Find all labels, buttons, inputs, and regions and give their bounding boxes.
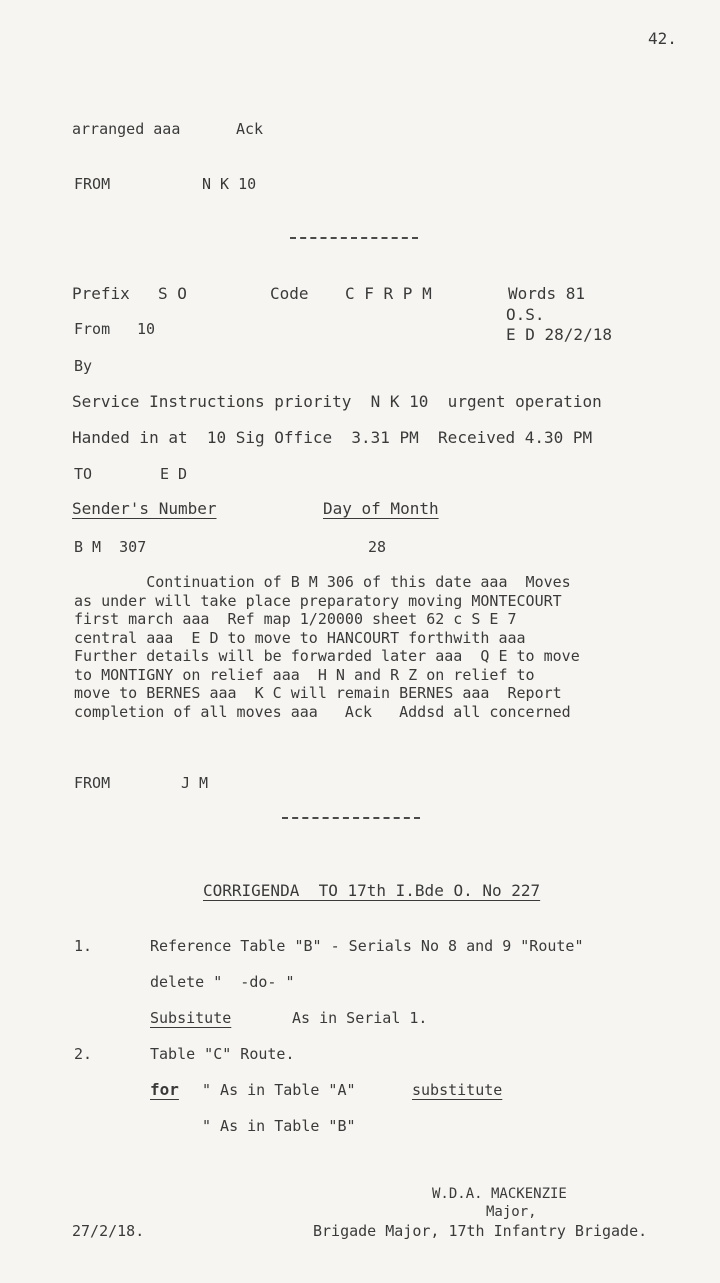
page-number: 42.	[648, 29, 677, 48]
from-label-2: From	[74, 320, 111, 338]
senders-number-value: B M 307	[74, 538, 147, 556]
item-2-line-1: Table "C" Route.	[150, 1045, 295, 1063]
from-value-3: J M	[181, 774, 209, 792]
prefix-label: Prefix	[72, 284, 130, 303]
from-label: FROM	[74, 175, 111, 193]
code-label: Code	[270, 284, 309, 303]
divider	[290, 237, 418, 239]
arranged-text: arranged aaa	[72, 120, 181, 138]
from-value: N K 10	[202, 175, 257, 193]
code-value: C F R P M	[345, 284, 432, 303]
divider	[282, 817, 420, 819]
to-label: TO	[74, 465, 93, 483]
prefix-value: S O	[158, 284, 187, 303]
body-line: Further details will be forwarded later aaa Q E to move	[74, 647, 580, 665]
ack-text: Ack	[236, 120, 264, 138]
signature-title: Brigade Major, 17th Infantry Brigade.	[313, 1222, 648, 1240]
signature-rank: Major,	[486, 1204, 537, 1220]
item-2-for-value: " As in Table "A"	[202, 1081, 356, 1099]
body-line: first march aaa Ref map 1/20000 sheet 62 c S E 7	[74, 610, 517, 628]
item-2-for-label: for	[150, 1080, 179, 1099]
words-count: Words 81	[508, 284, 586, 303]
item-1-substitute-value: As in Serial 1.	[292, 1009, 428, 1027]
item-2-substitute-label: substitute	[412, 1081, 503, 1099]
to-value: E D	[160, 465, 188, 483]
day-of-month-label: Day of Month	[323, 499, 439, 518]
body-line: as under will take place preparatory moving MONTECOURT	[74, 591, 562, 610]
body-line: Continuation of B M 306 of this date aaa Moves	[74, 573, 571, 591]
os-text: O.S.	[506, 305, 545, 324]
senders-number-label: Sender's Number	[72, 499, 217, 518]
body-line: to MONTIGNY on relief aaa H N and R Z on relief to	[74, 665, 535, 684]
service-instructions: Service Instructions priority N K 10 urgent operation	[72, 392, 602, 411]
item-2-substitute-value: " As in Table "B"	[202, 1117, 356, 1135]
signature-name: W.D.A. MACKENZIE	[432, 1186, 567, 1202]
from-label-3: FROM	[74, 774, 111, 792]
by-label: By	[74, 357, 93, 375]
document-date: 27/2/18.	[72, 1222, 145, 1240]
day-of-month-value: 28	[368, 538, 387, 556]
item-1-line-2: delete " -do- "	[150, 973, 295, 991]
body-line: central aaa E D to move to HANCOURT forthwith aaa	[74, 628, 526, 647]
item-2-number: 2.	[74, 1045, 93, 1063]
body-line: move to BERNES aaa K C will remain BERNES aaa Report	[74, 684, 562, 702]
item-1-line-1: Reference Table "B" - Serials No 8 and 9 "Route"	[150, 937, 584, 955]
body-line: completion of all moves aaa Ack Addsd all concerned	[74, 702, 571, 721]
from-value-2: 10	[137, 320, 156, 338]
ed-date-text: E D 28/2/18	[506, 325, 612, 344]
item-1-substitute-label: Subsitute	[150, 1009, 232, 1027]
corrigenda-title: CORRIGENDA TO 17th I.Bde O. No 227	[203, 881, 541, 900]
message-body	[74, 573, 694, 721]
item-1-number: 1.	[74, 937, 93, 955]
handed-in-line: Handed in at 10 Sig Office 3.31 PM Received 4.30 PM	[72, 428, 593, 447]
